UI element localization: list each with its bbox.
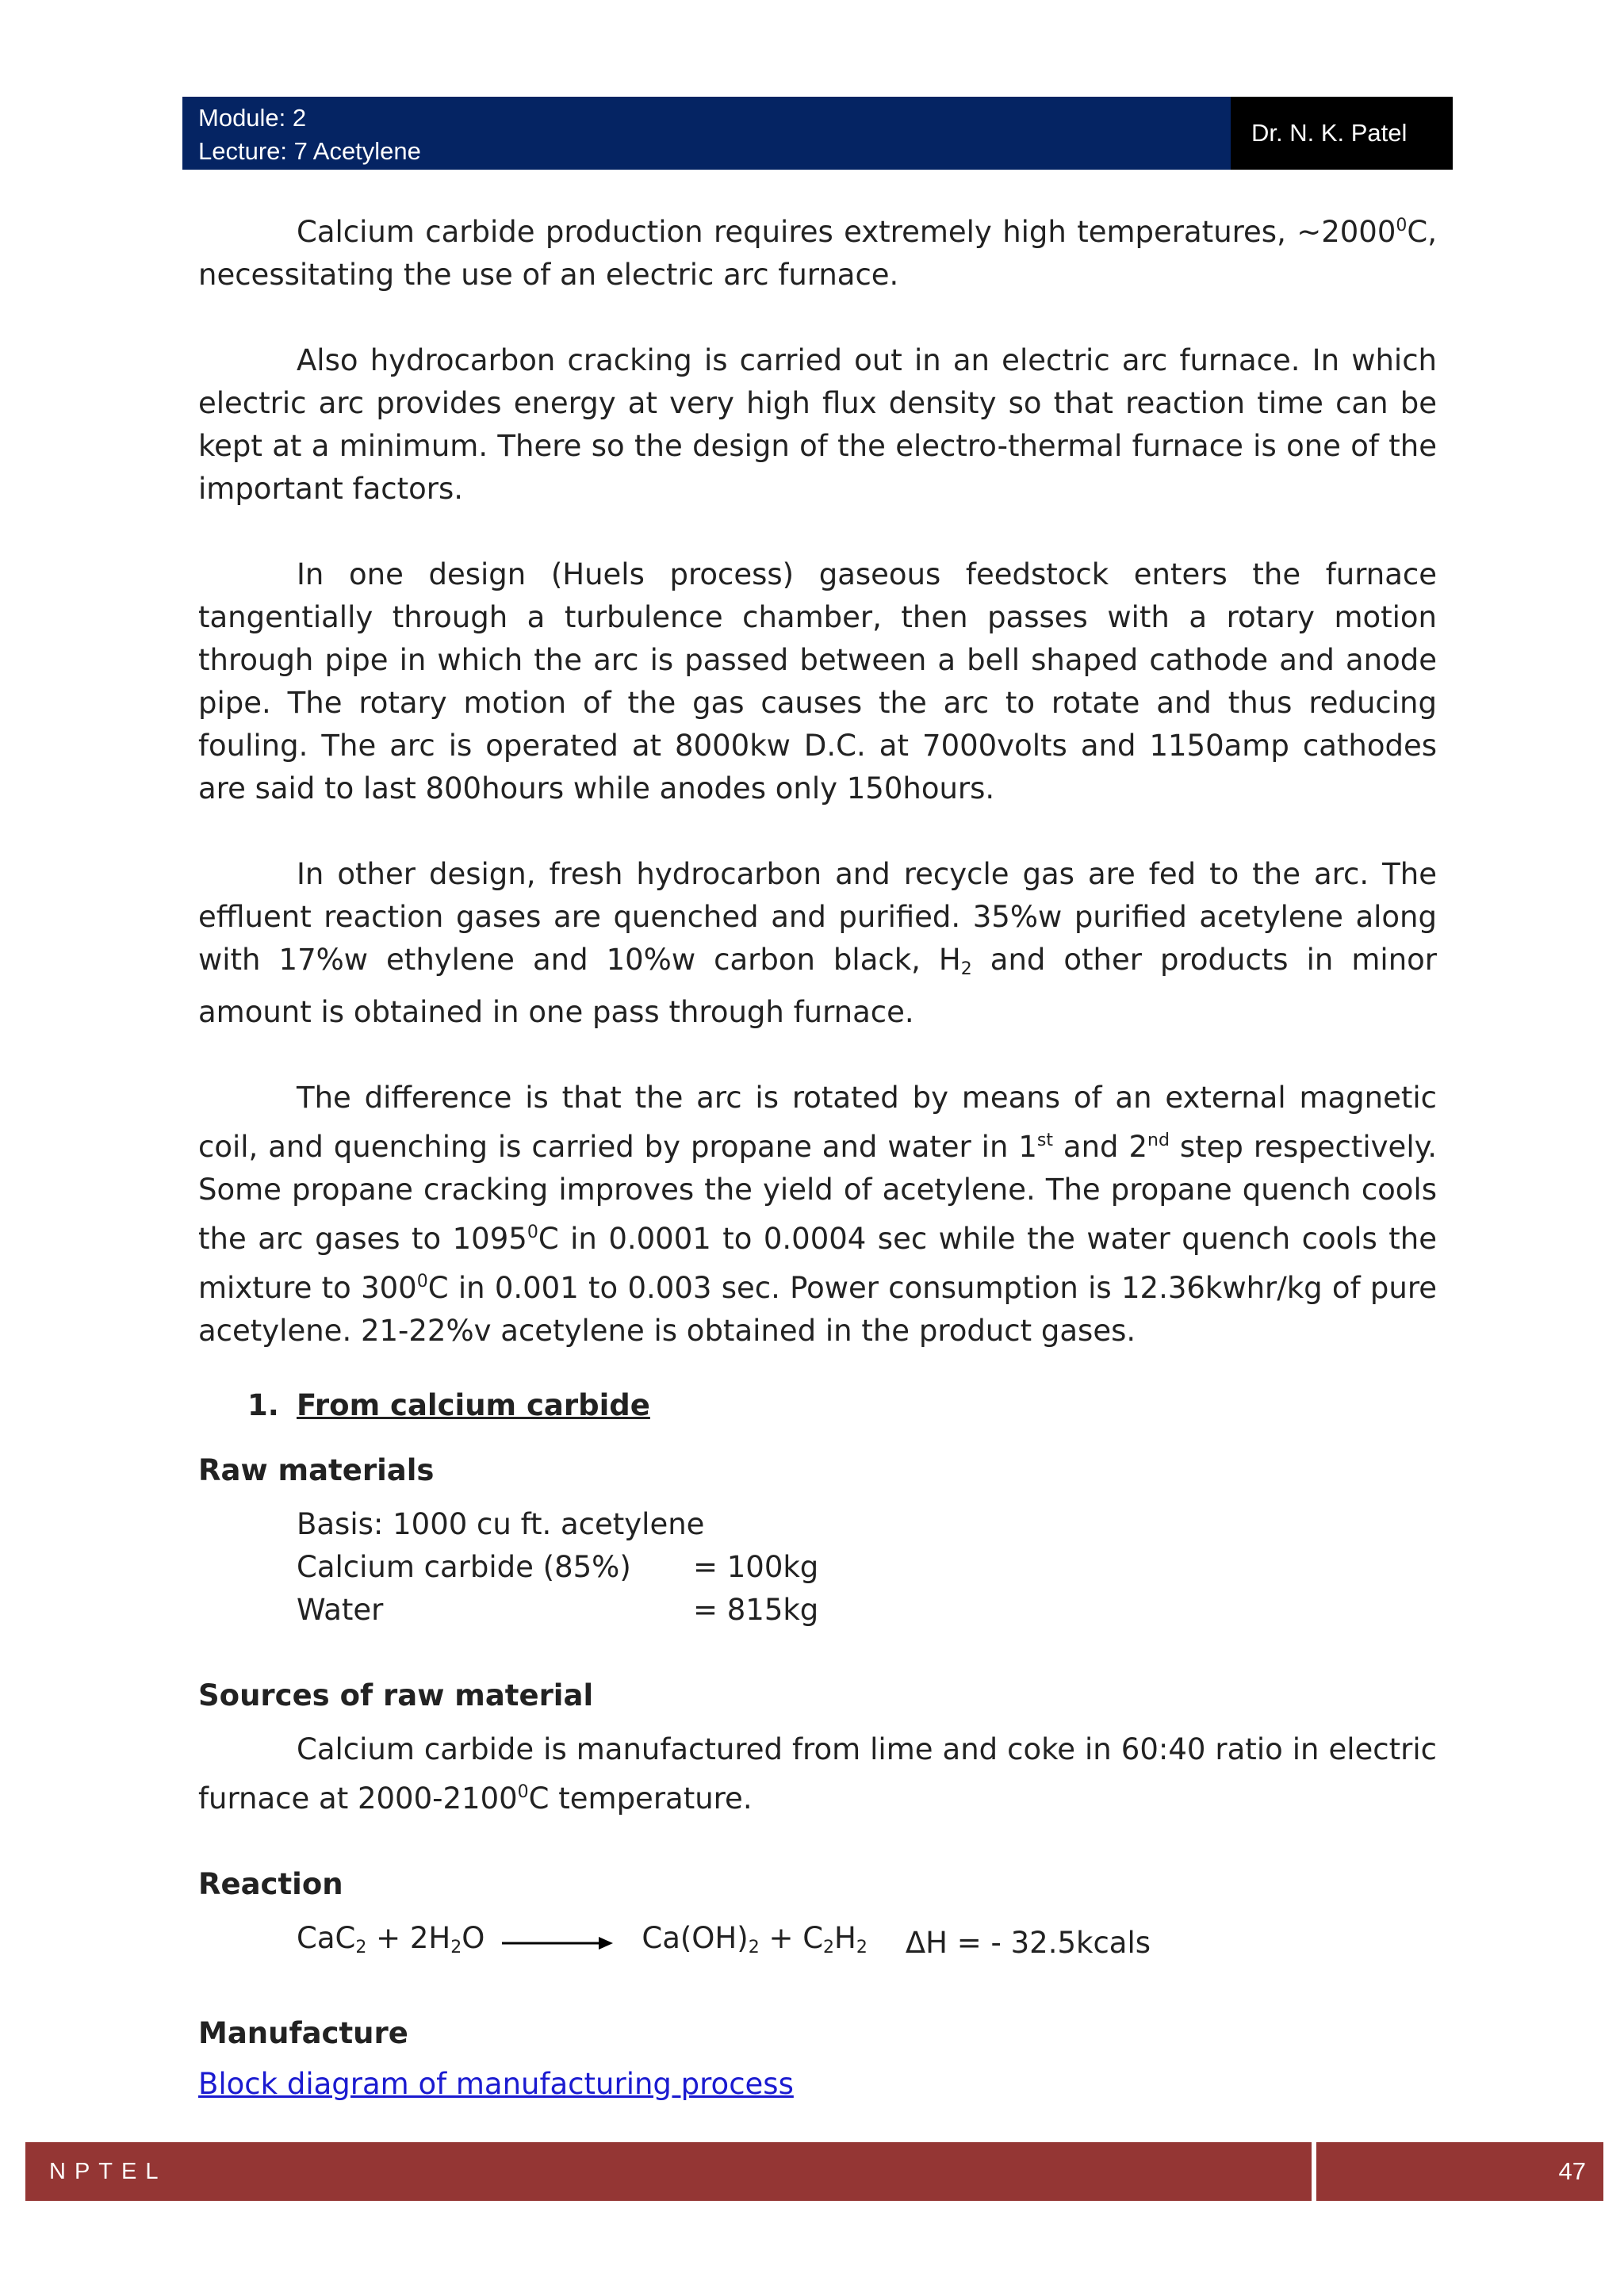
module-label: Module: 2 xyxy=(198,104,307,132)
raw-material-row xyxy=(297,1546,1437,1589)
manufacture-heading: Manufacture xyxy=(198,2016,408,2050)
raw-material-label: Water xyxy=(297,1593,384,1627)
reaction-equation xyxy=(297,1917,1437,1969)
products: $Ca(OH)_2 + C_2H_2$ xyxy=(642,1921,868,1957)
raw-material-value: = 100kg xyxy=(693,1550,819,1584)
block-diagram-link[interactable] xyxy=(198,2063,1437,2106)
paragraph-2: Also hydrocarbon cracking is carried out in an electric arc furnace. In which electric arc provides energy at very high flux density so that reaction time can be kept at a minimum. There so the design of the electro-thermal furnace is one of the important factors. xyxy=(198,343,1437,506)
block-diagram-link-text[interactable]: Block diagram of manufacturing process xyxy=(198,2067,794,2101)
basis-line: Basis: 1000 cu ft. acetylene xyxy=(297,1507,705,1541)
page-number-box xyxy=(1316,2142,1603,2201)
reactants: $CaC_2 + 2H_2O$ xyxy=(297,1921,485,1957)
sources-heading: Sources of raw material xyxy=(198,1678,594,1712)
raw-materials-heading: Raw materials xyxy=(198,1453,435,1487)
enthalpy: ΔH = - 32.5kcals xyxy=(905,1926,1151,1960)
sources-text: Calcium carbide is manufactured from lime and coke in 60:40 ratio in electric furnace at 2000-2100$^0$C temperature. xyxy=(198,1732,1437,1816)
page-content xyxy=(198,205,1437,2106)
paragraph-5: The difference is that the arc is rotated by means of an external magnetic coil, and quenching is carried by propane and water in 1st and 2nd step respectively. Some propane cracking improves the yield of acetylene. The propane quench cools the arc gases to 1095$^0$C in 0.0001 to 0.0004 sec while the water quench cools the mixture to $300^0C$ in 0.001 to 0.003 sec. Power consumption is 12.36kwhr/kg of pure acetylene. 21-22%v acetylene is obtained in the product gases. xyxy=(198,1081,1438,1348)
section-title: From calcium carbide xyxy=(297,1388,650,1422)
raw-materials-list xyxy=(297,1503,1437,1632)
section-heading xyxy=(247,1384,1437,1427)
paragraph-1: Calcium carbide production requires extremely high temperatures, ~2000$^0$C, necessitating the use of an electric arc furnace. xyxy=(198,215,1437,292)
author-name: Dr. N. K. Patel xyxy=(1251,119,1408,147)
lecture-label: Lecture: 7 Acetylene xyxy=(198,137,421,165)
raw-material-label: Calcium carbide (85%) xyxy=(297,1550,631,1584)
raw-material-row xyxy=(297,1589,1437,1632)
header-module-bar xyxy=(182,97,1231,170)
page-number: 47 xyxy=(1558,2157,1586,2185)
footer-bar xyxy=(25,2142,1312,2201)
author-box xyxy=(1231,97,1453,170)
raw-material-value: = 815kg xyxy=(693,1593,819,1627)
footer-label: NPTEL xyxy=(49,2159,167,2184)
paragraph-3: In one design (Huels process) gaseous feedstock enters the furnace tangentially through a turbulence chamber, then passes with a rotary motion through pipe in which the arc is passed between a bell shaped cathode and anode pipe. The rotary motion of the gas causes the arc to rotate and thus reducing fouling. The arc is operated at 8000kw D.C. at 7000volts and 1150amp cathodes are said to last 800hours while anodes only 150hours. xyxy=(198,557,1437,806)
section-number: 1. xyxy=(247,1388,279,1422)
reaction-heading: Reaction xyxy=(198,1867,343,1901)
reaction-arrow-icon xyxy=(502,1922,613,1965)
paragraph-4: In other design, fresh hydrocarbon and recycle gas are fed to the arc. The effluent reaction gases are quenched and purified. 35%w purified acetylene along with 17%w ethylene and 10%w carbon black, $H_2$ and other products in minor amount is obtained in one pass through furnace. xyxy=(198,857,1437,1029)
